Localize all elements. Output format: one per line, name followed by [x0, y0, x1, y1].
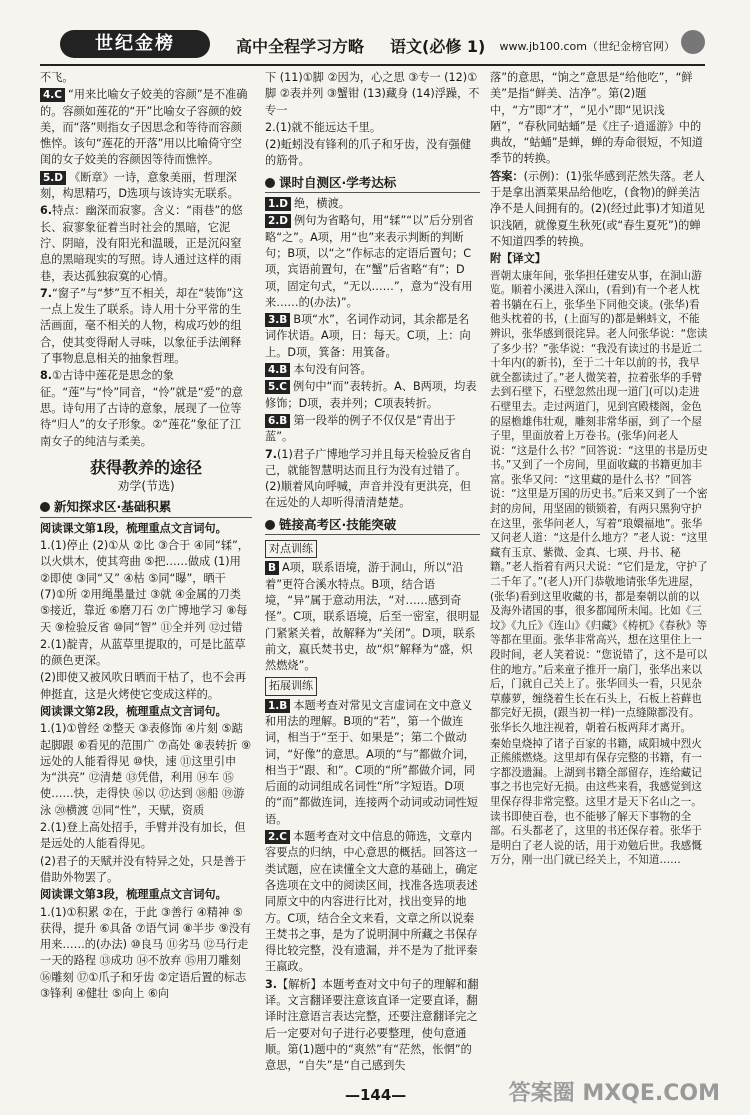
answer-badge: 8. [40, 369, 53, 383]
lesson-title: 获得教养的途径 [89, 457, 202, 477]
header-subject: 语文(必修 1) [390, 37, 486, 56]
page-header [40, 30, 705, 66]
section-heading: 课时自测区·学考达标 [265, 175, 480, 193]
answer-item [265, 829, 480, 976]
reading-prompt: 阅读课文第3段，梳理重点文言词句。 [40, 888, 227, 902]
answer-badge: 4.C [40, 88, 65, 102]
answer-item [265, 213, 480, 311]
answer-text: A项，联系语境，游于洞山，所以“沿着”更符合溪水特点。B项，结合语境，“异”属于意动用法，“对……感到奇怪”。C项，联系语境，后至一密室，很明显门紧紧关着，故解释为“关闭”。D项，联系前文，嬴氏焚书史，故“炽”解释为“盛，炽然燃烧”。 [265, 561, 480, 673]
column-right [490, 70, 708, 869]
answer-badge: B [265, 561, 279, 575]
answer-item [40, 368, 252, 449]
bullet-icon [265, 178, 275, 188]
answer-item [265, 977, 480, 1075]
section-heading: 新知探求区·基础积累 [40, 499, 252, 517]
translation-item: 2.(1)靛青，从蓝草里提取的，可是比蓝草的颜色更深。 [40, 637, 246, 668]
training-label: 拓展训练 [265, 677, 317, 695]
answer-badge: 5.D [40, 171, 66, 185]
answer-text: B项“水”，名词作动词，其余都是名词作状语。A项，日：每天。C项，上：向上。D项，箕备：用箕备。 [265, 313, 471, 359]
answer-text: (1)君子广博地学习并且每天检验反省自己，就能智慧明达而且行为没有过错了。(2)顺着风向呼喊，声音并没有更洪亮，但在远处的人却听得清清楚楚。 [265, 447, 472, 510]
answer-badge: 1.B [265, 699, 290, 713]
globe-icon [681, 30, 705, 54]
answer-badge: 2.C [265, 830, 290, 844]
answer-text: 本题考查对常见文言虚词在文中意义和用法的理解。B项的“若”，第一个做连词，相当于“至于、如果是”；第二个做动词，“好像”的意思。A项的“与”都做介词，相当于“跟、和”。C项的“所”都做介词，同后面的动词组成名词性“所”字短语。D项的“而”都做连词，连接两个动词或动词性短语。 [265, 698, 478, 826]
translation-item: (2)君子的天赋并没有特异之处，只是善于借助外物罢了。 [40, 854, 247, 884]
answer-text: “用来比喻女子姣美的容颜”是不准确的。容颜如莲花的“开”比喻女子容颜的姣美，而“落”则指女子因思念和等待而容颜憔悴。该句“莲花的开落”用以比喻倚守空闺的女子姣美的容颜因等待而憔悴。 [40, 88, 248, 167]
header-url: www.jb100.com（世纪金榜官网） [499, 40, 675, 53]
page-number: —144— [345, 1086, 407, 1104]
answer-item [265, 698, 480, 828]
answer-text: “窗子”与“梦”互不相关，却在“装饰”这一点上发生了联系。诗人用十分平常的生活画面，毫不相关的人物，构成巧妙的组合，使其变得耐人寻味，以象征手法阐释了事物息息相关的抽象哲理。 [40, 286, 244, 366]
answer-text: 特点：幽深而寂寥。含义：“雨巷”的悠长、寂寥象征着当时社会的黑暗，它泥泞、阴暗，没有阳光和温暖，正是沉闷窒息的黑暗现实的写照。诗人通过这样的雨巷，表达孤独寂寞的心情。 [40, 204, 243, 283]
translation-item: 2.(1)登上高处招手，手臂并没有加长，但是远处的人能看得见。 [40, 821, 246, 851]
answer-item [490, 169, 708, 250]
answer-text: 本句没有问答。 [293, 363, 372, 377]
answer-item [265, 312, 480, 361]
lesson-subtitle: 劝学(节选) [117, 479, 175, 494]
reading-prompt: 阅读课文第1段，梳理重点文言词句。 [40, 521, 227, 535]
top-line: 不飞。 [40, 71, 74, 84]
answer-item [40, 286, 252, 367]
vocab-list: 1.(1)停止 (2)①从 ②比 ③合于 ④同“𫐓”，以火烘木，使其弯曲 ⑤把……做成 (1)用 ②即使 ③同“又” ④枯 ⑤同“曝”，晒干 (7)①所 ②用绳墨量过 ③就 ④金属的刀类 ⑤接近，靠近 ⑥磨刀石 ⑦广博地学习 ⑧每天 ⑨检验反省 ⑩同“智” ⑪全并列 ⑫过错 [40, 539, 249, 634]
answer-text: 例句为省略句，用“𫐓”“以”后分别省略“之”。A项，用“也”来表示判断的判断句；B项，以“之”作标志的定语后置句；C项，宾语前置句，在“蟹”后省略“有”；D项，固定句式，“无以……”，意为“没有用来……的(办法)”。 [265, 214, 474, 309]
answer-text: 绝，横渡。 [294, 197, 350, 211]
column-left [40, 70, 252, 1003]
bullet-icon [40, 502, 50, 512]
answer-item [40, 170, 252, 203]
answer-item [265, 379, 480, 412]
answer-text: ①古诗中莲花是思念的象征。“莲”与“怜”同音，“怜”就是“爱”的意思。诗句用了古诗的意象，展现了一位等待“归人”的女子形象。②“莲花”象征了江南女子的纯洁与柔美。 [40, 369, 243, 448]
answer-label: 答案： [490, 169, 524, 183]
training-label: 对点训练 [265, 540, 317, 558]
answer-item [265, 447, 480, 512]
translation-heading: 附【译文】 [490, 252, 546, 266]
translation-item: (2)蚯蚓没有锋利的爪子和牙齿，没有强健的筋骨。 [265, 138, 472, 168]
answer-item [265, 362, 480, 378]
answer-badge: 6. [40, 204, 53, 218]
answer-item [40, 87, 252, 168]
answer-text: 例句中“而”表转折。A、B两项，均表修饰；D项，表并列；C项表转折。 [265, 380, 477, 410]
analysis-text: 落”的意思，“饷之”意思是“给他吃”，“鲜美”是指“鲜美、洁净”。第(2)题中，“方”即“才”，“见小”即“见识浅陋”，“春秋同蛄蛹”是《庄子·逍遥游》中的典故，“蛄蛹”是蝉，蝉的寿命很短，不知道季节的转换。 [490, 71, 703, 166]
answer-badge: 3.B [265, 313, 290, 327]
answer-text: 《断章》一诗，意象美丽，哲理深刻，构思精巧，D选项与该诗实无联系。 [40, 170, 239, 201]
answer-text: (示例)：(1)张华感到茫然失落。老人于是拿出酒菜果品给他吃，(食物)的鲜美洁净不是人间拥有的。(2)(经过此事)才知道见识浅陋，就像夏生秋死(或“春生夏死”)的蝉不知道四季的转换。 [490, 169, 705, 248]
translation-text: 晋朝太康年间，张华担任建安从事，在洞山游览。顺着小溪进入深山，(看到)有一个老人枕着书躺在石上，张华坐下同他交谈。(张华)看他头枕着的书，(上面写的)都是蝌蚪文，不能辨识，张华感到很诧异。老人问张华说：“您读了多少书？”张华说：“我没有读过的书是近二十年内(的新书)，至于二十年以前的书，我早就全都读过了。”老人微笑着，拉着张华的手臂去到石壁下，石壁忽然出现一道门(可以)走进石壁里去。走过两道门，见到宫殿楼阁，金色的屋檐雄伟壮观，雕刻非常华丽，到了一个屋子里，里面放着上万卷书。(张华)问老人说：“这是什么书？”回答说：“这里的书是历史书。”又到了一个房间，里面收藏的书籍更加丰富。张华又问：“这里藏的是什么书？”回答说：“这里是万国的历史书。”后来又到了一个密封的房间，用坚固的锁锁着，有两只黑狗守护在这里，张华问老人，写着“琅嬛福地”。张华又问老人道：“这是什么地方？”老人说：“这里藏有玉京、紫微、金真、七瑛、丹书、秘籍。”老人指着有两只犬说：“它们是龙，守护了二千年了。”(老人)开门恭敬地请张华先进屋，(张华)看到这里收藏的书，都是秦朝以前的以及海外诸国的事，很多都闻所未闻。比如《三坟》《九丘》《连山》《归藏》《梼杌》《春秋》等等都在里面。张华非常高兴，想在这里住上一段时间，老人笑着说：“您说错了，这不是可以住的地方。”后来童子推开一扇门，张华出来以后，门就自己关上了。张华回头一看，只见杂草藤萝，缠绕着生长在石头上，石板上苔藓也都完好无损，(跟当初一样)一点缝隙都没有。张华长久地注视着，朝着石板两拜才离开。 [490, 269, 708, 734]
translation-item: (2)即使又被风吹日晒而干枯了，也不会再伸挺直，这是火烤使它变成这样的。 [40, 671, 247, 701]
answer-item [40, 203, 252, 284]
column-middle [265, 70, 480, 1076]
section-heading: 链接高考区·技能突破 [265, 517, 480, 535]
watermark: 答案圈 MXQE.COM [508, 1081, 720, 1106]
answer-text: 第一段举的例子不仅仅是“青出于蓝”。 [265, 413, 456, 444]
answer-badge: 7. [40, 286, 53, 300]
answer-badge: 5.C [265, 380, 290, 394]
answer-badge: 4.B [265, 363, 290, 377]
translation-text: 秦始皇烧掉了诸子百家的书籍，咸阳城中烈火正熊熊燃烧。这里却有保存完整的书籍，有一字都没遗漏。上湖到书籍全部留存，连给藏记事之书也完好无损。由这些来看，我感觉到这里保存得非常完整。这里才是天下名山之一。读书即使百卷，也不能够了解天下事物的全部。石头都老了，这里的书还保存着。张华于是明白了老人说的话，用于劝勉后世。我感慨万分，刚一出门就已经关上，不知道…… [490, 737, 702, 867]
brand-logo: 世纪金榜 [60, 30, 210, 58]
answer-badge: 3. [265, 977, 278, 991]
answer-badge: 7. [265, 447, 278, 461]
vocab-list: 1.(1)①曾经 ②整天 ③表修饰 ④片刻 ⑤踮起脚跟 ⑥看见的范围广 ⑦高处 ⑧表转折 ⑨远处的人能看得见 ⑩快，速 ⑪这里引申为“洪亮” ⑫清楚 ⑬凭借，利用 ⑭车 ⑮使……快，走得快 ⑯以 ⑰达到 ⑱船 ⑲游泳 ⑳横渡 ㉑同“性”，天赋，资质 [40, 722, 251, 817]
translation-item: 2.(1)就不能远达千里。 [265, 120, 382, 134]
answer-item [265, 413, 480, 446]
answer-text: 本题考查对文中信息的筛选，文章内容要点的归纳，中心意思的概括。回答这一类试题，应在读懂全文大意的基础上，确定各选项在文中的阅读区间，找准各选项表述同原文中的内容进行比对，找出变异的地方。C项，结合全文来看，文章之所以说秦王焚书之事，是为了说明洞中所藏之书保存得比较完整，没有遗漏，并不是为了批评秦王嬴政。 [265, 830, 478, 974]
vocab-list: 1.(1)①积累 ②在，于此 ③善行 ④精神 ⑤获得，提升 ⑥具备 ⑦语气词 ⑧半步 ⑨没有用来……的(办法) ⑩良马 ⑪劣马 ⑫马行走一天的路程 ⑬成功 ⑭不放弃 ⑮用刀雕刻 ⑯雕刻 ⑰①爪子和牙齿 ②定语后置的标志 ③锋利 ④健壮 ⑤向上 ⑥向 [40, 905, 251, 1001]
answer-item [265, 560, 480, 674]
answer-badge: 2.D [265, 214, 291, 228]
header-title: 高中全程学习方略 [236, 37, 365, 56]
answer-badge: 1.D [265, 197, 291, 211]
reading-prompt: 阅读课文第2段，梳理重点文言词句。 [40, 704, 227, 718]
answer-text: 【解析】本题考查对文中句子的理解和翻译。文言翻译要注意该直译一定要直译，翻译时注意语言表达完整，还要注意翻译完之后一定要对句子进行必要整理，使句意通顺。第(1)题中的“爽然”有“茫然，怅惘”的意思，“自失”是“自己感到失 [265, 977, 479, 1073]
answer-item [265, 196, 480, 212]
vocab-list: 下 (11)①脚 ②因为，心之思 ③专一 (12)①脚 ②表并列 ③蟹钳 (13)藏身 (14)浮躁，不专一 [265, 71, 480, 117]
answer-badge: 6.B [265, 414, 290, 428]
bullet-icon [265, 520, 275, 530]
